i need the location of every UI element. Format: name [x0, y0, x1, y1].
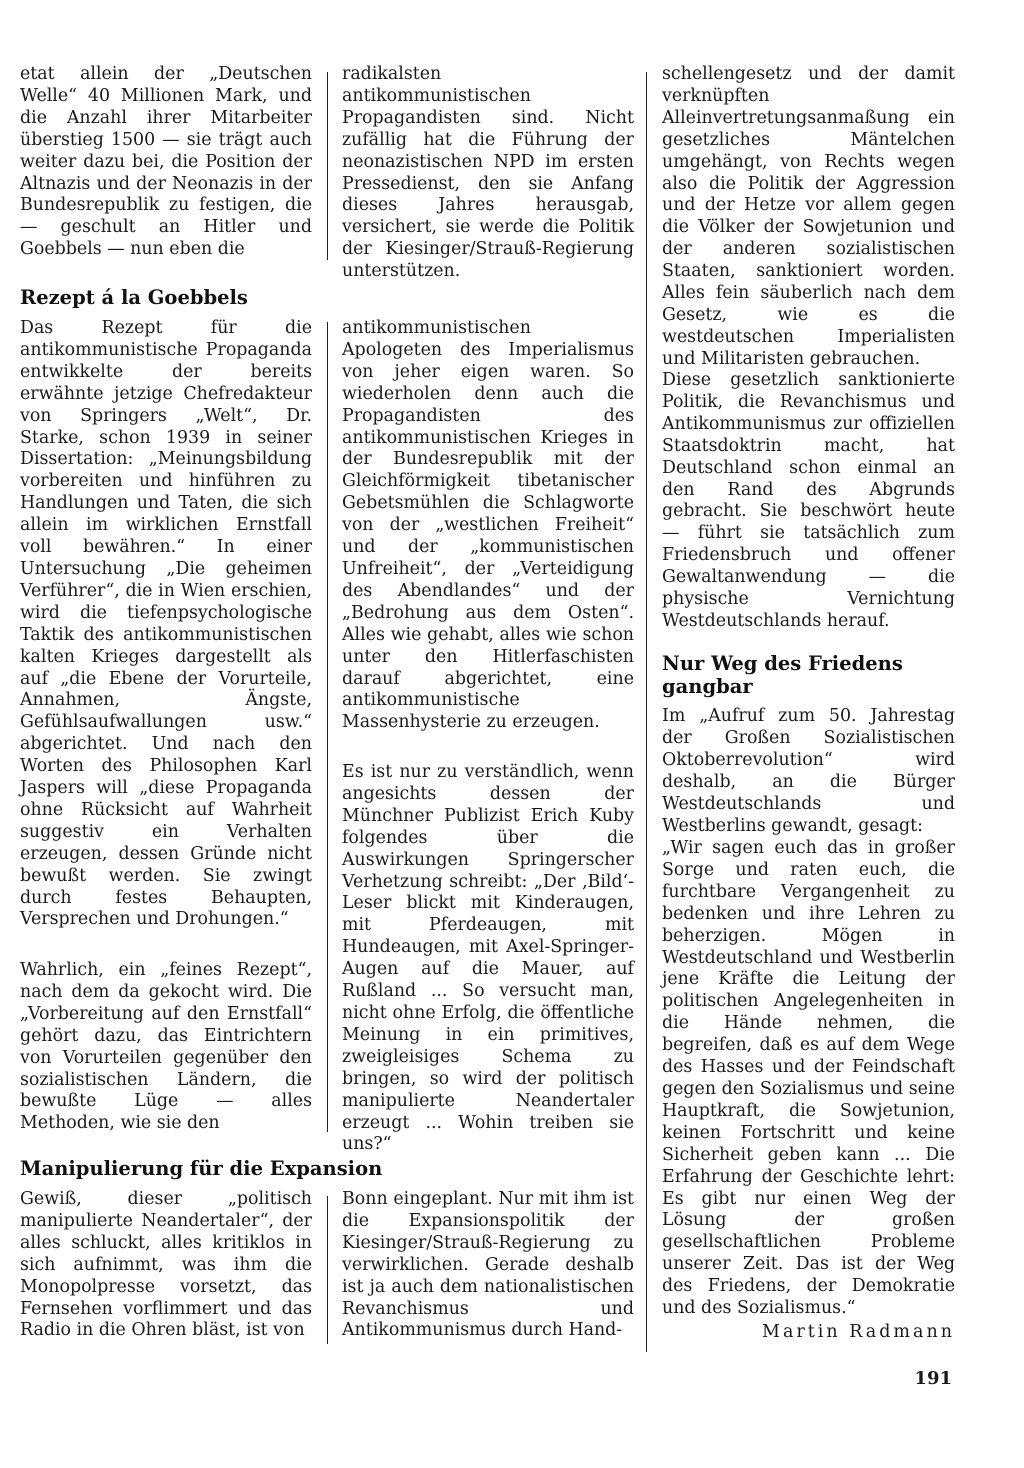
col-b-manip: Bonn eingeplant. Nur mit ihm ist die Expansionspolitik der Kiesinger/Strauß-Regierung zu verwirklichen. Gerade deshalb ist ja auch dem nationalistischen Revanchismus und Antikommunismus durch Hand-	[342, 1189, 634, 1341]
col-c-p1: schellengesetz und der damit verknüpften Alleinvertretungsanmaßung ein gesetzliches Mäntelchen umgehängt, von Rechts wegen also die Politik der Aggression und der Hetze vor allem gegen die Völker der Sowjetunion und der anderen sozialistischen Staaten, sanktioniert worden. Alles fein säuberlich nach dem Gesetz, wie es die westdeutschen Imperialisten und Militaristen gebrauchen.	[662, 64, 955, 369]
heading-rezept: Rezept á la Goebbels	[20, 286, 248, 309]
col-b-rezept-p1: antikommunistischen Apologeten des Imperialismus von jeher eigen waren. So wiederholen denn auch die Propagandisten des antikommunistischen Krieges in der Bundesrepublik mit der Gleichförmigkeit tibetanischer Gebetsmühlen die Schlagworte von der „westlichen Freiheit“ und der „kommunistischen Unfreiheit“, der „Verteidigung des Abendlandes“ und der „Bedrohung aus dem Osten“. Alles wie gehabt, alles wie schon unter den Hitlerfaschisten darauf abgerichtet, eine antikommunistische Massenhysterie zu erzeugen.	[342, 318, 634, 733]
column-rule	[327, 1196, 328, 1344]
col-b-intro: radikalsten antikommunistischen Propagandisten sind. Nicht zufällig hat die Führung der neonazistischen NPD im ersten Pressedienst, den sie Anfang dieses Jahres herausgab, versichert, sie werde die Politik der Kiesinger/Strauß-Regierung unterstützen.	[342, 64, 634, 282]
heading-weg: Nur Weg des Friedens gangbar	[662, 652, 903, 698]
page-number: 191	[914, 1368, 952, 1389]
author-signature: Martin Radmann	[762, 1322, 955, 1342]
col-a-rezept-p2: Wahrlich, ein „feines Rezept“, nach dem da gekocht wird. Die „Vorbereitung auf den Ernstfall“ gehört dazu, das Eintrichtern von Vorurteilen gegenüber den sozialistischen Ländern, die bewußte Lüge — alles Methoden, wie sie den	[20, 960, 312, 1134]
col-a-rezept-p1: Das Rezept für die antikommunistische Propaganda entwikkelte der bereits erwähnte jetzige Chefredakteur von Springers „Welt“, Dr. Starke, schon 1939 in seiner Dissertation: „Meinungsbildung vorbereiten und hinführen zu Handlungen und Taten, die sich allein im wirklichen Ernstfall voll bewähren.“ In einer Untersuchung „Die geheimen Verführer“, die in Wien erschien, wird die tiefenpsychologische Taktik des antikommunistischen kalten Krieges dargestellt als auf „die Ebene der Vorurteile, Annahmen, Ängste, Gefühlsaufwallungen usw.“ abgerichtet. Und nach den Worten des Philosophen Karl Jaspers will „diese Propaganda ohne Rücksicht auf Wahrheit suggestiv ein Verhalten erzeugen, dessen Gründe nicht bewußt werden. Sie zwingt durch festes Behaupten, Versprechen und Drohungen.“	[20, 318, 312, 930]
col-c-p3: Im „Aufruf zum 50. Jahrestag der Großen Sozialistischen Oktoberrevolution“ wird deshalb, an die Bürger Westdeutschlands und Westberlins gewandt, gesagt:	[662, 706, 955, 836]
column-rule	[646, 72, 647, 1352]
column-rule	[327, 322, 328, 1132]
column-rule	[327, 72, 328, 260]
col-a-manip: Gewiß, dieser „politisch manipulierte Neandertaler“, der alles schluckt, alles kritiklos in sich aufnimmt, was ihm die Monopolpresse vorsetzt, das Fernsehen vorflimmert und das Radio in die Ohren bläst, ist von	[20, 1189, 312, 1341]
heading-manipulierung: Manipulierung für die Expansion	[20, 1157, 383, 1180]
col-c-p4: „Wir sagen euch das in großer Sorge und raten euch, die furchtbare Vergangenheit zu bedenken und ihre Lehren zu beherzigen. Mögen in Westdeutschland und Westberlin jene Kräfte die Leitung der politischen Angelegenheiten in die Hände nehmen, die begreifen, daß es auf dem Wege des Hasses und der Feindschaft gegen den Sozialismus und seine Hauptkraft, die Sowjetunion, keinen Fortschritt und keine Sicherheit geben kann ... Die Erfahrung der Geschichte lehrt: Es gibt nur einen Weg der Lösung der großen gesellschaftlichen Probleme unserer Zeit. Das ist der Weg des Friedens, der Demokratie und des Sozialismus.“	[662, 838, 955, 1319]
col-b-rezept-p2: Es ist nur zu verständlich, wenn angesichts dessen der Münchner Publizist Erich Kuby folgendes über die Auswirkungen Springerscher Verhetzung schreibt: „Der ‚Bild‘-Leser blickt mit Kinderaugen, mit Pferdeaugen, mit Hundeaugen, mit Axel-Springer-Augen auf die Mauer, auf Rußland ... So versucht man, nicht ohne Erfolg, die öffentliche Meinung in ein primitives, zweigleisiges Schema zu bringen, so wird der politisch manipulierte Neandertaler erzeugt ... Wohin treiben sie uns?“	[342, 762, 634, 1155]
col-c-p2: Diese gesetzlich sanktionierte Politik, die Revanchismus und Antikommunismus zur offiziellen Staatsdoktrin macht, hat Deutschland schon einmal an den Rand des Abgrunds gebracht. Sie beschwört heute — führt sie tatsächlich zum Friedensbruch und offener Gewaltanwendung — die physische Vernichtung Westdeutschlands herauf.	[662, 370, 955, 631]
col-a-intro: etat allein der „Deutschen Welle“ 40 Millionen Mark, und die Anzahl ihrer Mitarbeiter überstieg 1500 — sie trägt auch weiter dazu bei, die Position der Altnazis und der Neonazis in der Bundesrepublik zu festigen, die — geschult an Hitler und Goebbels — nun eben die	[20, 64, 312, 260]
